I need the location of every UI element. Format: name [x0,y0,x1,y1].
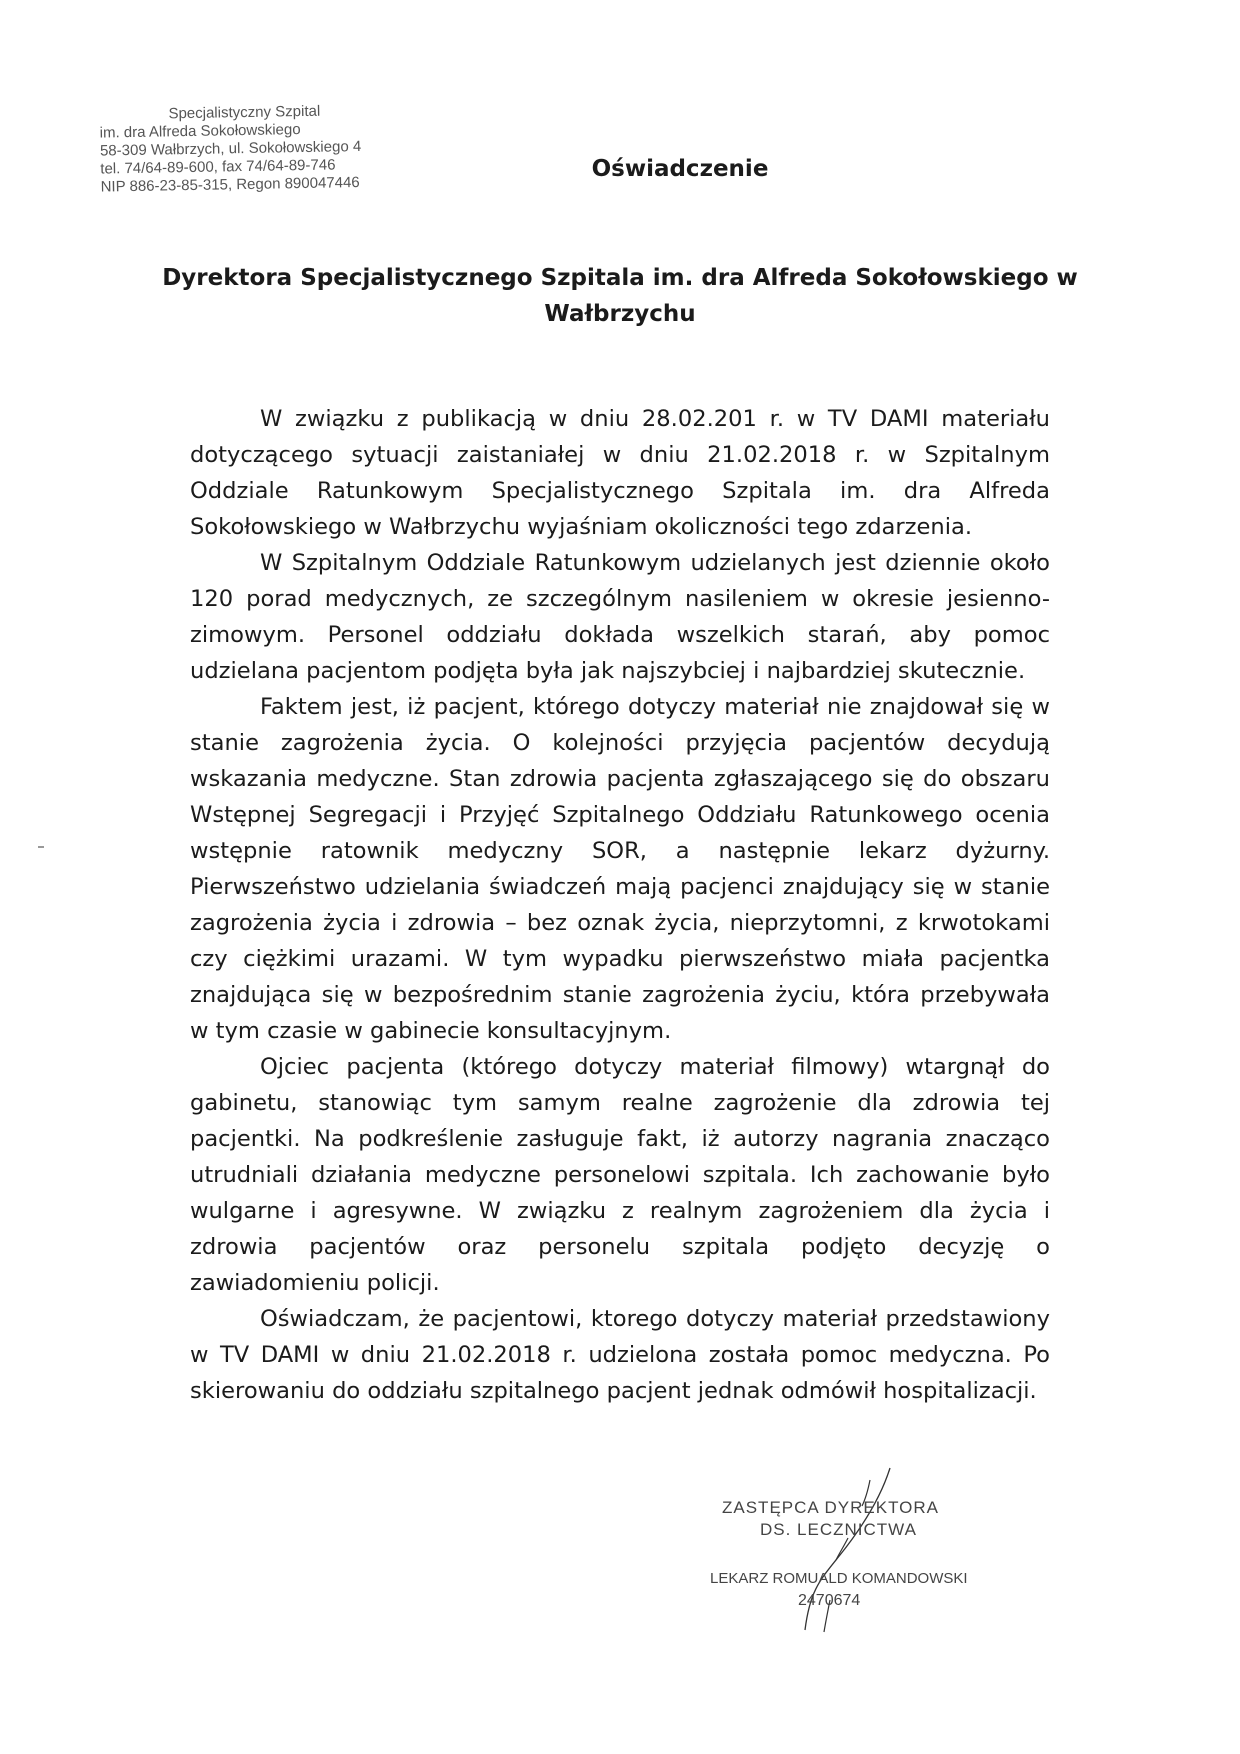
handwritten-signature [740,1460,960,1640]
document-heading: Dyrektora Specjalistycznego Szpitala im. dra Alfreda Sokołowskiego w Wałbrzychu [162,265,1078,327]
paragraph: Ojciec pacjenta (którego dotyczy materiał filmowy) wtargnął do gabinetu, stanowiąc tym samym realne zagrożenie dla zdrowia tej pacjentki. Na podkreślenie zasługuje fakt, iż autorzy nagrania znacząco utrudniali działania medyczne personelowi szpitala. Ich zachowanie było wulgarne i agresywne. W związku z realnym zagrożeniem dla życia i zdrowia pacjentów oraz personelu szpitala podjęto decyzję o zawiadomieniu policji. [190,1054,1050,1296]
paragraph: Oświadczam, że pacjentowi, ktorego dotyczy materiał przedstawiony w TV DAMI w dniu 21.02.2018 r. udzielona została pomoc medyczna. Po skierowaniu do oddziału szpitalnego pacjent jednak odmówił hospitalizacji. [190,1306,1050,1404]
stamp-line: 58-309 Wałbrzych, ul. Sokołowskiego 4 [99,137,362,160]
signature-name: LEKARZ ROMUALD KOMANDOWSKI [710,1570,968,1587]
stamp-line: tel. 74/64-89-600, fax 74/64-89-746 [100,156,336,178]
document-title: Oświadczenie [591,156,769,182]
signature-department: DS. LECZNICTWA [760,1520,917,1539]
paragraph: W związku z publikacją w dniu 28.02.201 r. w TV DAMI materiału dotyczącego sytuacji zaistaniałej w dniu 21.02.2018 r. w Szpitalnym Oddziale Ratunkowym Specjalistycznego Szpitala im. dra Alfreda Sokołowskiego w Wałbrzychu wyjaśniam okoliczności tego zdarzenia. [190,406,1050,540]
document-body [190,401,1050,1409]
signature-title: ZASTĘPCA DYREKTORA [722,1498,940,1517]
hospital-stamp [99,101,391,196]
stamp-line: im. dra Alfreda Sokołowskiego [99,121,301,142]
stamp-line: Specjalistyczny Szpital [168,102,321,123]
signature-license-number: 2470674 [798,1592,861,1609]
scan-mark [38,846,44,848]
stamp-line: NIP 886-23-85-315, Regon 890047446 [100,174,360,196]
paragraph: Faktem jest, iż pacjent, którego dotyczy materiał nie znajdował się w stanie zagrożenia życia. O kolejności przyjęcia pacjentów decydują wskazania medyczne. Stan zdrowia pacjenta zgłaszającego się do obszaru Wstępnej Segregacji i Przyjęć Szpitalnego Oddziału Ratunkowego ocenia wstępnie ratownik medyczny SOR, a następnie lekarz dyżurny. Pierwszeństwo udzielania świadczeń mają pacjenci znajdujący się w stanie zagrożenia życia i zdrowia – bez oznak życia, nieprzytomni, z krwotokami czy ciężkimi urazami. W tym wypadku pierwszeństwo miała pacjentka znajdująca się w bezpośrednim stanie zagrożenia życiu, która przebywała w tym czasie w gabinecie konsultacyjnym. [190,694,1050,1044]
paragraph: W Szpitalnym Oddziale Ratunkowym udzielanych jest dziennie około 120 porad medycznych, ze szczególnym nasileniem w okresie jesienno-zimowym. Personel oddziału dokłada wszelkich starań, aby pomoc udzielana pacjentom podjęta była jak najszybciej i najbardziej skutecznie. [190,550,1050,684]
